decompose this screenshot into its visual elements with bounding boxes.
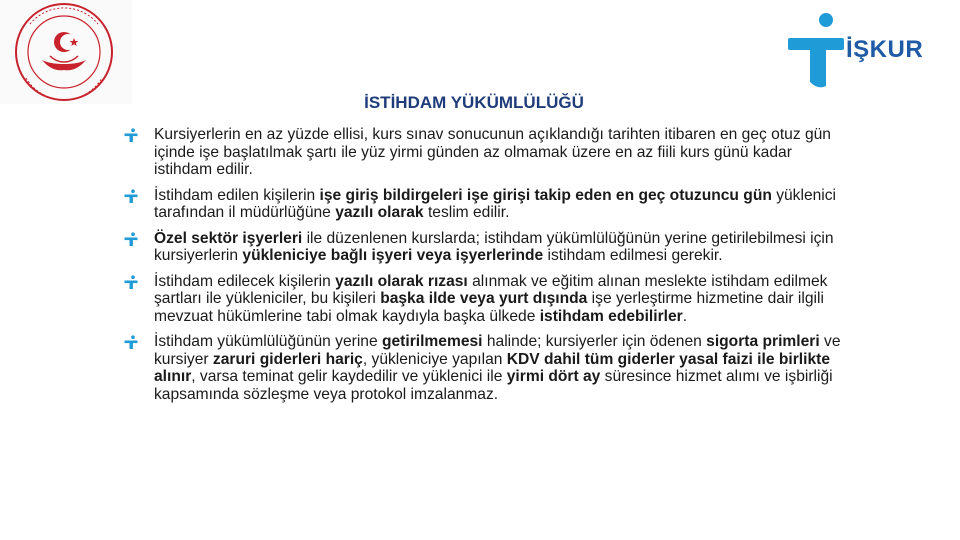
body-text: teslim edilir. [423, 204, 510, 221]
body-text: , varsa teminat gelir kaydedilir ve yüklenici ile [191, 368, 507, 385]
emphasis-text: yükleniciye bağlı işyeri veya işyerlerinde [242, 247, 544, 264]
list-item [124, 273, 844, 326]
body-text: ile düzenlenen kurslarda; istihdam yükümlülüğünün yerine getirilebilmesi için kursiyerlerin [154, 229, 834, 264]
body-text: alınmak ve eğitim alınan meslekte istihdam edilmek şartları ile yükleniciler, bu kişileri [154, 272, 828, 307]
list-item [124, 187, 844, 222]
body-text: halinde; kursiyerler için ödenen [482, 333, 707, 350]
body-text: İstihdam edilecek kişilerin [154, 272, 336, 290]
emphasis-text: zaruri giderleri hariç [212, 350, 363, 368]
body-text: işe yerleştirme hizmetine dair ilgili mevzuat hükümlerine tabi olmak kaydıyla başka ülkede [154, 290, 824, 325]
iskur-figure-icon [124, 232, 138, 246]
emphasis-text: istihdam edebilirler [539, 307, 683, 325]
brand-name: İŞKUR [846, 36, 924, 63]
emphasis-text: getirilmemesi [381, 333, 483, 350]
list-item-text [154, 333, 841, 403]
emphasis-text: Özel sektör işyerleri [154, 229, 303, 247]
obligation-list [124, 126, 844, 411]
iskur-figure-icon [124, 335, 138, 349]
body-text: İstihdam edilen kişilerin [154, 186, 320, 204]
emphasis-text: yazılı olarak rızası [335, 272, 468, 290]
list-item-text [154, 230, 834, 265]
body-text: istihdam edilmesi gerekir. [543, 247, 723, 264]
emphasis-text: KDV dahil tüm giderler yasal faizi ile birlikte alınır [154, 350, 830, 385]
page-title: İSTİHDAM YÜKÜMLÜLÜĞÜ [364, 93, 584, 112]
iskur-figure-icon [124, 128, 138, 142]
body-text: . [682, 307, 688, 325]
list-item [124, 333, 844, 403]
iskur-figure-icon [124, 189, 138, 203]
list-item [124, 230, 844, 265]
list-item-text [154, 126, 831, 178]
emphasis-text: başka ilde veya yurt dışında [380, 290, 588, 307]
body-text: Kursiyerlerin en az yüzde ellisi, kurs sınav sonucunun açıklandığı tarihten itibaren en geç otuz gün içinde işe başlatılmak şartı ile yüz yirmi günden az olmamak üzere en az fiili kurs günü kadar istihdam edilir. [154, 126, 831, 178]
emphasis-text: sigorta primleri [706, 333, 820, 350]
body-text: ve kursiyer [154, 333, 841, 368]
emphasis-text: yazılı olarak [335, 204, 424, 221]
body-text: yüklenici tarafından il müdürlüğüne [154, 186, 837, 221]
list-item-text [154, 273, 827, 325]
body-text: süresince hizmet alımı ve işbirliği kapsamında sözleşme veya protokol imzalanmaz. [154, 368, 833, 403]
emphasis-text: işe giriş bildirgeleri işe girişi takip eden en geç otuzuncu gün [319, 186, 772, 204]
ministry-seal-icon [0, 0, 132, 104]
body-text: İstihdam yükümlülüğünün yerine [154, 333, 382, 350]
list-item-text [154, 187, 836, 222]
emphasis-text: yirmi dört ay [506, 368, 601, 385]
list-item [124, 126, 844, 179]
iskur-figure-icon [124, 275, 138, 289]
body-text: , yükleniciye yapılan [362, 350, 507, 368]
